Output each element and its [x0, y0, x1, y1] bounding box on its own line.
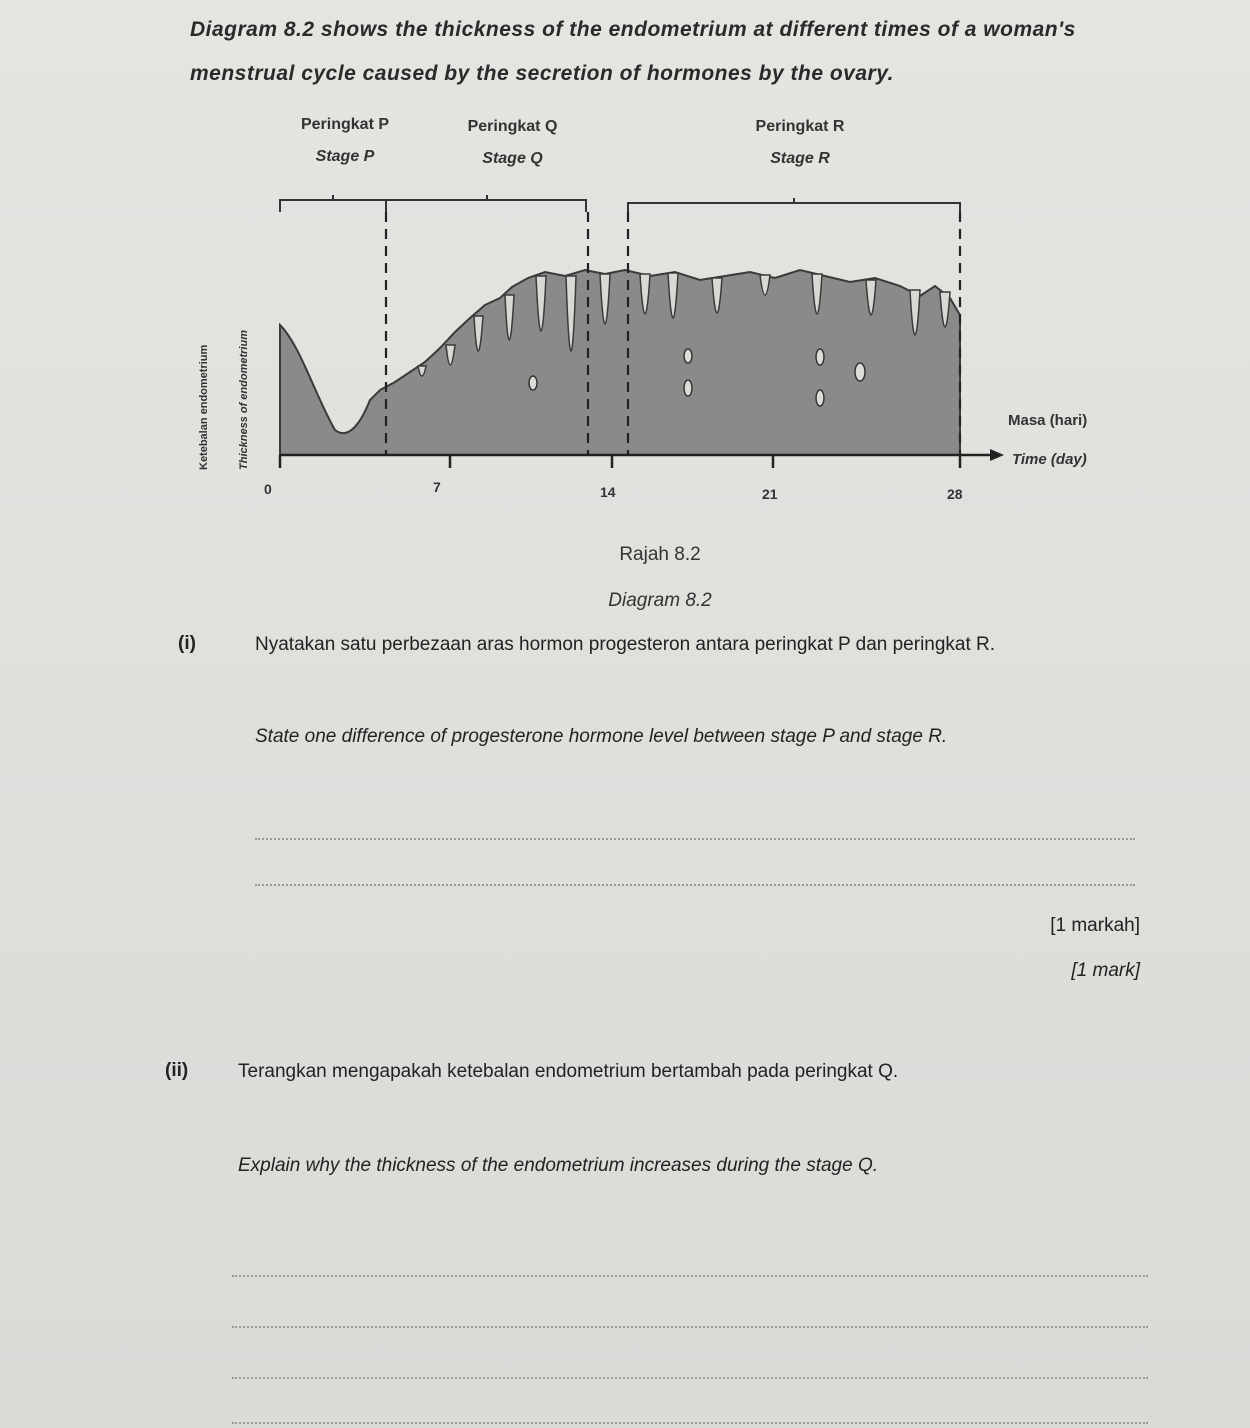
gland-oval	[816, 349, 824, 365]
gland-oval	[684, 380, 692, 396]
x-axis-label-ms: Masa (hari)	[1008, 412, 1088, 429]
question-2-answer-line-1[interactable]	[232, 1275, 1148, 1277]
stage-q-ms: Peringkat Q	[467, 118, 558, 135]
stage-p-ms: Peringkat P	[300, 116, 390, 133]
question-1-marks-ms: [1 markah]	[1050, 915, 1140, 936]
y-axis-label-ms: Ketebalan endometrium	[198, 344, 210, 470]
stage-q-en: Stage Q	[482, 150, 543, 167]
x-axis-label-en: Time (day)	[1012, 451, 1087, 468]
diagram-caption-en: Diagram 8.2	[608, 590, 712, 611]
question-2-text-ms: Terangkan mengapakah ketebalan endometrium bertambah pada peringkat Q.	[238, 1061, 899, 1082]
endometrium-profile	[280, 270, 960, 455]
gland-oval	[816, 390, 824, 406]
stage-q-bracket	[386, 200, 586, 212]
question-2-number: (ii)	[165, 1060, 189, 1081]
gland-oval	[855, 363, 865, 381]
x-tick-28: 28	[947, 486, 963, 502]
diagram-caption-ms: Rajah 8.2	[619, 544, 701, 565]
stage-p-bracket	[280, 200, 386, 212]
y-axis-label-en: Thickness of endometrium	[238, 330, 250, 470]
question-2-answer-line-2[interactable]	[232, 1326, 1148, 1328]
x-tick-21: 21	[762, 486, 778, 502]
stage-r-ms: Peringkat R	[755, 118, 845, 135]
endometrium-diagram	[0, 0, 1250, 520]
question-1-text-en: State one difference of progesterone hormone level between stage P and stage R.	[255, 726, 948, 747]
question-2-answer-line-4[interactable]	[232, 1422, 1148, 1424]
x-tick-14: 14	[600, 484, 616, 500]
gland-oval	[684, 349, 692, 363]
x-axis-arrow	[990, 449, 1004, 461]
question-1-text-ms: Nyatakan satu perbezaan aras hormon progesteron antara peringkat P dan peringkat R.	[255, 634, 996, 655]
question-1-answer-line-2[interactable]	[255, 884, 1135, 886]
question-2-answer-line-3[interactable]	[232, 1377, 1148, 1379]
stage-p-en: Stage P	[315, 148, 375, 165]
question-2-text-en: Explain why the thickness of the endometrium increases during the stage Q.	[238, 1155, 879, 1176]
question-1-answer-line-1[interactable]	[255, 838, 1135, 840]
x-tick-7: 7	[433, 479, 441, 495]
stage-r-bracket	[628, 203, 960, 212]
gland-oval	[529, 376, 537, 390]
question-1-number: (i)	[178, 633, 196, 654]
question-1-marks-en: [1 mark]	[1071, 960, 1140, 981]
x-tick-0: 0	[264, 481, 272, 497]
stage-r-en: Stage R	[770, 150, 830, 167]
intro-text: Diagram 8.2 shows the thickness of the endometrium at different times of a woman's menstrual cycle caused by the secretion of hormones by the ovary.	[190, 18, 1076, 85]
